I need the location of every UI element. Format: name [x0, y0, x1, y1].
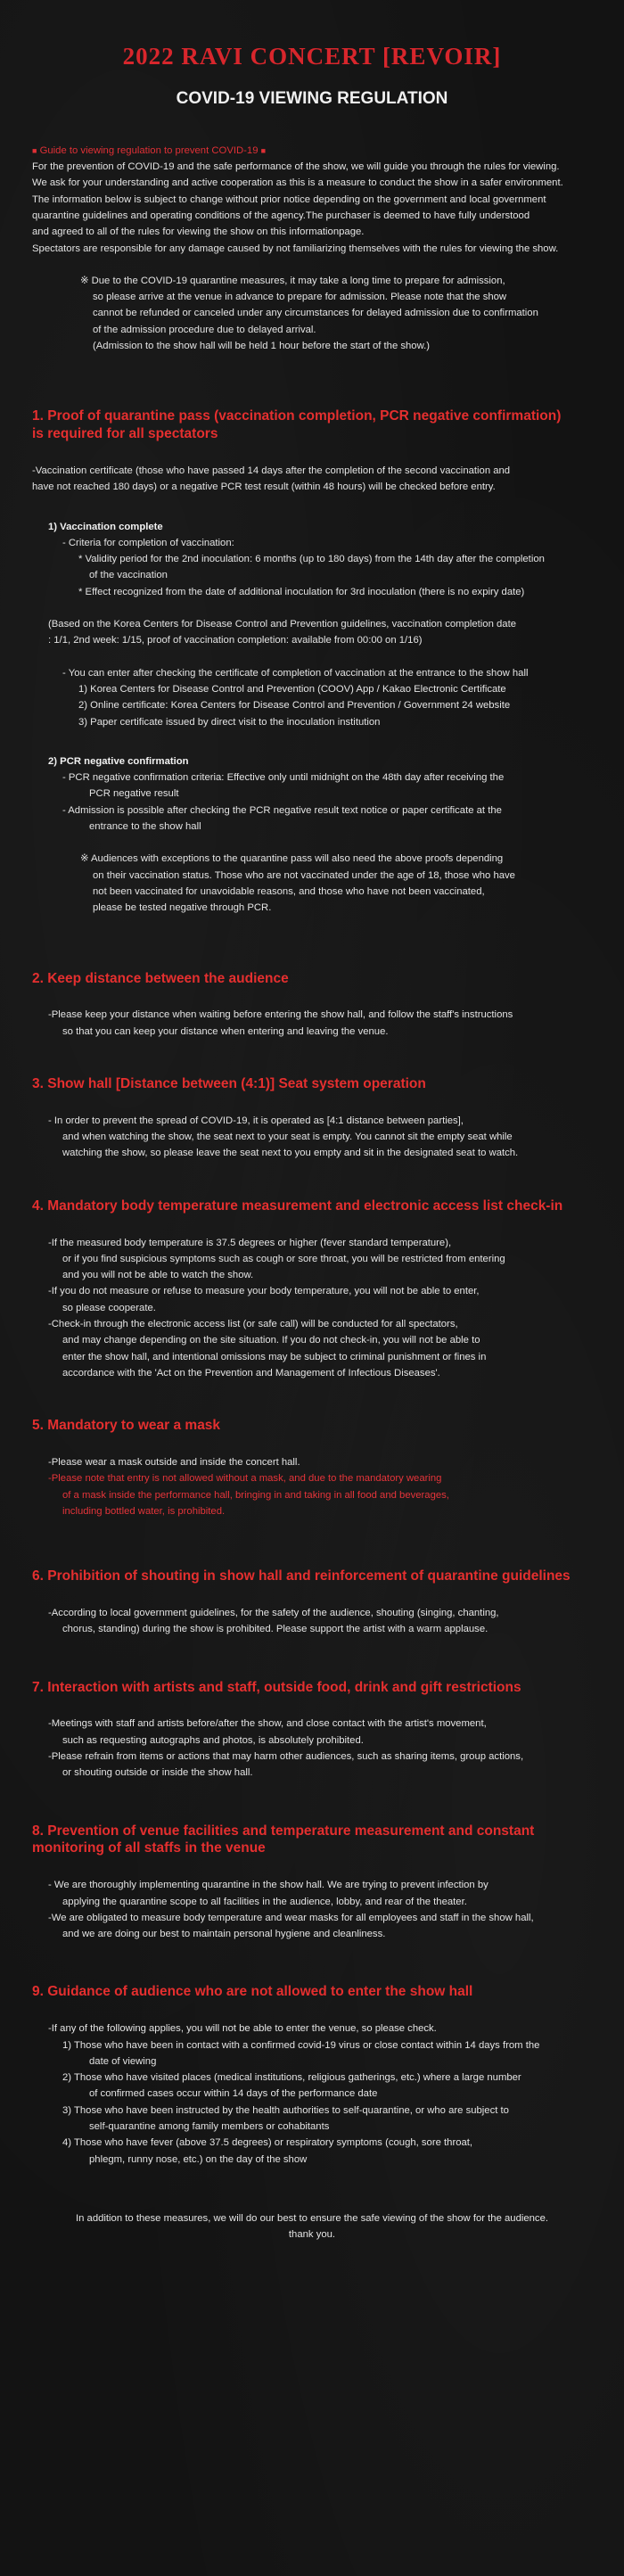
section-mask: [32, 1417, 592, 1519]
body-line: entrance to the show hall: [89, 821, 201, 833]
closing-line: thank you.: [288, 2229, 336, 2241]
body-line: on their vaccination status. Those who are not vaccinated under the age of 18, those who have: [93, 869, 515, 881]
section-title-line: 1. Proof of quarantine pass (vaccination completion, PCR negative confirmation): [32, 408, 562, 424]
square-bullet-icon: ■: [32, 145, 37, 155]
section-title: [32, 1823, 592, 1858]
section-temperature-checkin: [32, 1197, 592, 1382]
subsection-title: 2) PCR negative confirmation: [48, 755, 189, 767]
section-title-line: 8. Prevention of venue facilities and temperature measurement and constant: [32, 1823, 535, 1839]
body-line: and when watching the show, the seat next to your seat is empty. You cannot sit the empty seat while: [62, 1132, 513, 1143]
body-line: -If the measured body temperature is 37.5 degrees or higher (fever standard temperature),: [48, 1237, 452, 1248]
body-line: - In order to prevent the spread of COVID-19, it is operated as [4:1 distance between parties],: [48, 1115, 464, 1126]
section-entry-denied: [32, 1983, 592, 2168]
body-line: -Please wear a mask outside and inside the concert hall.: [48, 1457, 300, 1468]
subsection-title: 1) Vaccination complete: [48, 521, 163, 532]
body-line: such as requesting autographs and photos, is absolutely prohibited.: [62, 1734, 364, 1746]
closing-message: [32, 2210, 592, 2243]
body-line: 1) Korea Centers for Disease Control and Prevention (COOV) App / Kakao Electronic Certificate: [78, 683, 506, 695]
section-title-line: is required for all spectators: [32, 426, 218, 442]
section-title: 2. Keep distance between the audience: [32, 970, 289, 986]
body-line: ※ Audiences with exceptions to the quarantine pass will also need the above proofs depending: [80, 853, 504, 865]
list-item: date of viewing: [89, 2055, 157, 2067]
body-line: of the vaccination: [89, 570, 168, 581]
section-title: 9. Guidance of audience who are not allowed to enter the show hall: [32, 1984, 473, 2000]
section-no-shouting: [32, 1568, 592, 1637]
body-line: -Please keep your distance when waiting before entering the show hall, and follow the staff's instructions: [48, 1009, 513, 1021]
notice-line: cannot be refunded or canceled under any circumstances for delayed admission due to confirmation: [93, 308, 538, 319]
list-item: self-quarantine among family members or cohabitants: [89, 2121, 330, 2133]
section-quarantine-pass: [32, 407, 592, 916]
warning-line: including bottled water, is prohibited.: [62, 1505, 226, 1517]
body-line: -We are obligated to measure body temperature and wear masks for all employees and staff in the show hall,: [48, 1912, 534, 1923]
section-title: 4. Mandatory body temperature measurement and electronic access list check-in: [32, 1197, 563, 1214]
intro-line: For the prevention of COVID-19 and the safe performance of the show, we will guide you through the rules for viewing.: [32, 161, 560, 173]
section-venue-prevention: [32, 1823, 592, 1943]
section-keep-distance: [32, 970, 592, 1040]
section-title: 7. Interaction with artists and staff, outside food, drink and gift restrictions: [32, 1679, 521, 1695]
body-line: have not reached 180 days) or a negative PCR test result (within 48 hours) will be checked before entry.: [32, 481, 496, 493]
body-line: 3) Paper certificate issued by direct visit to the inoculation institution: [78, 716, 381, 728]
body-line: - Admission is possible after checking the PCR negative result text notice or paper certificate at the: [62, 804, 502, 816]
body-line: or shouting outside or inside the show hall.: [62, 1767, 253, 1779]
section-title: 3. Show hall [Distance between (4:1)] Seat system operation: [32, 1075, 426, 1091]
body-line: -Please refrain from items or actions that may harm other audiences, such as sharing items, group actions,: [48, 1751, 524, 1763]
body-line: watching the show, so please leave the seat next to you empty and sit in the designated seat to watch.: [62, 1148, 519, 1159]
body-line: -Vaccination certificate (those who have passed 14 days after the completion of the second vaccination and: [32, 465, 511, 476]
list-item: 1) Those who have been in contact with a confirmed covid-19 virus or close contact within 14 days from the: [62, 2039, 540, 2051]
warning-line: of a mask inside the performance hall, bringing in and taking in all food and beverages,: [62, 1489, 449, 1501]
section-title-line: monitoring of all staffs in the venue: [32, 1840, 266, 1856]
body-line: not been vaccinated for unavoidable reasons, and those who have not been vaccinated,: [93, 885, 485, 897]
notice-line: ※ Due to the COVID-19 quarantine measures, it may take a long time to prepare for admission,: [80, 275, 505, 286]
section-title: 6. Prohibition of shouting in show hall and reinforcement of quarantine guidelines: [32, 1568, 571, 1584]
intro-line: Spectators are responsible for any damage caused by not familiarizing themselves with the rules for viewing the show.: [32, 243, 559, 254]
body-line: (Based on the Korea Centers for Disease Control and Prevention guidelines, vaccination completion date: [48, 619, 516, 630]
guide-heading: [32, 143, 592, 159]
body-line: -According to local government guidelines, for the safety of the audience, shouting (singing, chanting,: [48, 1608, 499, 1619]
guide-label: Guide to viewing regulation to prevent COVID-19: [39, 144, 259, 156]
section-title: 5. Mandatory to wear a mask: [32, 1418, 221, 1434]
notice-line: so please arrive at the venue in advance to prepare for admission. Please note that the show: [93, 292, 507, 303]
body-line: * Effect recognized from the date of additional inoculation for 3rd inoculation (there is no expiry date): [78, 586, 525, 597]
list-item: 4) Those who have fever (above 37.5 degrees) or respiratory symptoms (cough, sore throat,: [62, 2137, 473, 2149]
section-seat-system: [32, 1075, 592, 1162]
body-line: - We are thoroughly implementing quarantine in the show hall. We are trying to prevent infection by: [48, 1880, 489, 1891]
body-line: so please cooperate.: [62, 1302, 156, 1313]
body-line: - Criteria for completion of vaccination:: [62, 537, 234, 548]
list-item: 2) Those who have visited places (medical institutions, religious gatherings, etc.) where a large number: [62, 2072, 521, 2084]
body-line: PCR negative result: [89, 788, 179, 800]
body-line: : 1/1, 2nd week: 1/15, proof of vaccination completion: available from 00:00 on 1/16): [48, 635, 423, 646]
section-interaction-restrictions: [32, 1679, 592, 1782]
body-line: * Validity period for the 2nd inoculation: 6 months (up to 180 days) from the 14th day after the completion: [78, 554, 545, 565]
body-line: - PCR negative confirmation criteria: Effective only until midnight on the 48th day after receiving the: [62, 772, 505, 784]
body-line: applying the quarantine scope to all facilities in the audience, lobby, and rear of the theater.: [62, 1896, 467, 1907]
body-line: enter the show hall, and intentional omissions may be subject to criminal punishment or fines in: [62, 1351, 487, 1362]
body-line: -Check-in through the electronic access list (or safe call) will be conducted for all spectators,: [48, 1318, 458, 1329]
page-subtitle: COVID-19 VIEWING REGULATION: [176, 89, 448, 109]
body-line: 2) Online certificate: Korea Centers for Disease Control and Prevention / Government 24 website: [78, 700, 511, 712]
list-item: 3) Those who have been instructed by the health authorities to self-quarantine, or who are subject to: [62, 2104, 509, 2116]
body-line: please be tested negative through PCR.: [93, 902, 272, 914]
list-item: of confirmed cases occur within 14 days of the performance date: [89, 2088, 378, 2100]
body-line: -If any of the following applies, you will not be able to enter the venue, so please check.: [48, 2023, 437, 2035]
body-line: and may change depending on the site situation. If you do not check-in, you will not be able to: [62, 1335, 480, 1346]
page-title: 2022 RAVI CONCERT [REVOIR]: [122, 43, 502, 70]
square-bullet-icon: ■: [260, 145, 267, 155]
section-title: [32, 407, 592, 443]
body-line: so that you can keep your distance when entering and leaving the venue.: [62, 1025, 389, 1037]
intro-line: quarantine guidelines and operating conditions of the agency.The purchaser is deemed to have fully understood: [32, 210, 530, 221]
admission-notice: [32, 273, 592, 354]
list-item: phlegm, runny nose, etc.) on the day of the show: [89, 2153, 308, 2165]
warning-line: -Please note that entry is not allowed without a mask, and due to the mandatory wearing: [48, 1473, 442, 1485]
body-line: -If you do not measure or refuse to measure your body temperature, you will not be able to enter,: [48, 1286, 480, 1297]
intro-line: The information below is subject to change without prior notice depending on the government and local government: [32, 193, 546, 205]
intro-line: We ask for your understanding and active cooperation as this is a measure to conduct the show in a safer environment.: [32, 177, 563, 189]
body-line: chorus, standing) during the show is prohibited. Please support the artist with a warm applause.: [62, 1624, 489, 1635]
intro-block: [32, 143, 592, 355]
body-line: accordance with the 'Act on the Prevention and Management of Infectious Diseases'.: [62, 1367, 440, 1379]
body-line: or if you find suspicious symptoms such as cough or sore throat, you will be restricted from entering: [62, 1253, 505, 1264]
notice-line: of the admission procedure due to delayed arrival.: [93, 324, 316, 335]
body-line: and you will not be able to watch the show.: [62, 1270, 254, 1281]
closing-line: In addition to these measures, we will do our best to ensure the safe viewing of the show for the audience.: [75, 2212, 548, 2224]
body-line: -Meetings with staff and artists before/after the show, and close contact with the artist's movement,: [48, 1718, 487, 1730]
notice-line: (Admission to the show hall will be held 1 hour before the start of the show.): [93, 341, 431, 352]
exception-notice: [32, 851, 592, 916]
body-line: - You can enter after checking the certificate of completion of vaccination at the entrance to the show hall: [62, 667, 529, 679]
intro-line: and agreed to all of the rules for viewing the show on this informationpage.: [32, 226, 365, 238]
body-line: and we are doing our best to maintain personal hygiene and cleanliness.: [62, 1929, 386, 1940]
